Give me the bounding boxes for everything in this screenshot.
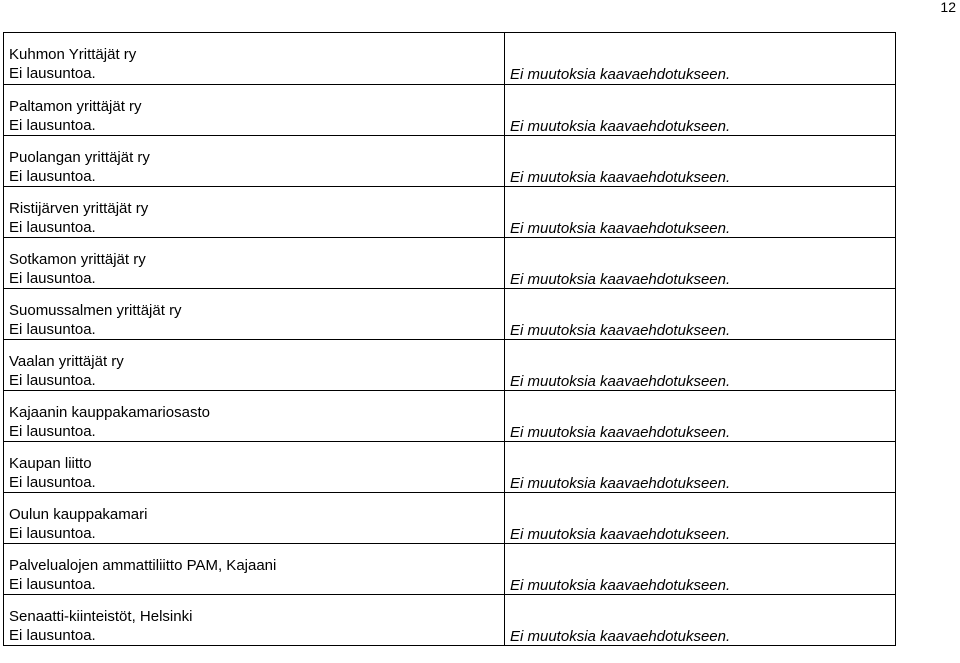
statement-cell bbox=[4, 238, 505, 289]
response-text: Ei muutoksia kaavaehdotukseen. bbox=[510, 322, 731, 339]
response-text: Ei muutoksia kaavaehdotukseen. bbox=[510, 577, 731, 594]
page-number: 12 bbox=[940, 0, 956, 15]
table-row bbox=[4, 238, 896, 289]
response-cell bbox=[505, 595, 896, 646]
response-text: Ei muutoksia kaavaehdotukseen. bbox=[510, 118, 731, 135]
table-row bbox=[4, 493, 896, 544]
statement-text: Ei lausuntoa. bbox=[9, 474, 96, 491]
response-text: Ei muutoksia kaavaehdotukseen. bbox=[510, 475, 731, 492]
response-text: Ei muutoksia kaavaehdotukseen. bbox=[510, 271, 731, 288]
statement-table bbox=[3, 32, 896, 646]
statement-cell bbox=[4, 187, 505, 238]
response-cell bbox=[505, 391, 896, 442]
response-text: Ei muutoksia kaavaehdotukseen. bbox=[510, 424, 731, 441]
statement-text: Ei lausuntoa. bbox=[9, 423, 96, 440]
statement-text: Ei lausuntoa. bbox=[9, 627, 96, 644]
response-text: Ei muutoksia kaavaehdotukseen. bbox=[510, 220, 731, 237]
organization-name: Kaupan liitto bbox=[9, 455, 92, 472]
organization-name: Palvelualojen ammattiliitto PAM, Kajaani bbox=[9, 557, 277, 574]
statement-cell bbox=[4, 493, 505, 544]
response-text: Ei muutoksia kaavaehdotukseen. bbox=[510, 66, 731, 83]
statement-text: Ei lausuntoa. bbox=[9, 270, 96, 287]
response-text: Ei muutoksia kaavaehdotukseen. bbox=[510, 373, 731, 390]
table-row bbox=[4, 136, 896, 187]
response-text: Ei muutoksia kaavaehdotukseen. bbox=[510, 169, 731, 186]
response-cell bbox=[505, 544, 896, 595]
table-row bbox=[4, 391, 896, 442]
response-cell bbox=[505, 136, 896, 187]
table-row bbox=[4, 544, 896, 595]
response-cell bbox=[505, 493, 896, 544]
table-row bbox=[4, 85, 896, 136]
organization-name: Kuhmon Yrittäjät ry bbox=[9, 46, 137, 63]
table-row bbox=[4, 289, 896, 340]
response-cell bbox=[505, 340, 896, 391]
statement-text: Ei lausuntoa. bbox=[9, 321, 96, 338]
organization-name: Ristijärven yrittäjät ry bbox=[9, 200, 149, 217]
response-cell bbox=[505, 85, 896, 136]
organization-name: Suomussalmen yrittäjät ry bbox=[9, 302, 182, 319]
statement-text: Ei lausuntoa. bbox=[9, 168, 96, 185]
statement-cell bbox=[4, 289, 505, 340]
response-text: Ei muutoksia kaavaehdotukseen. bbox=[510, 628, 731, 645]
response-cell bbox=[505, 442, 896, 493]
organization-name: Paltamon yrittäjät ry bbox=[9, 98, 142, 115]
table-row bbox=[4, 340, 896, 391]
table-row bbox=[4, 442, 896, 493]
statement-cell bbox=[4, 85, 505, 136]
statement-text: Ei lausuntoa. bbox=[9, 525, 96, 542]
statement-cell bbox=[4, 595, 505, 646]
response-cell bbox=[505, 289, 896, 340]
statement-cell bbox=[4, 442, 505, 493]
statement-text: Ei lausuntoa. bbox=[9, 372, 96, 389]
response-cell bbox=[505, 33, 896, 85]
response-cell bbox=[505, 238, 896, 289]
table-row bbox=[4, 33, 896, 85]
table-row bbox=[4, 187, 896, 238]
statement-cell bbox=[4, 136, 505, 187]
organization-name: Sotkamon yrittäjät ry bbox=[9, 251, 146, 268]
organization-name: Vaalan yrittäjät ry bbox=[9, 353, 124, 370]
statement-text: Ei lausuntoa. bbox=[9, 117, 96, 134]
response-text: Ei muutoksia kaavaehdotukseen. bbox=[510, 526, 731, 543]
statement-cell bbox=[4, 391, 505, 442]
statement-cell bbox=[4, 33, 505, 85]
organization-name: Oulun kauppakamari bbox=[9, 506, 148, 523]
statement-text: Ei lausuntoa. bbox=[9, 576, 96, 593]
organization-name: Kajaanin kauppakamariosasto bbox=[9, 404, 210, 421]
statement-text: Ei lausuntoa. bbox=[9, 219, 96, 236]
statement-cell bbox=[4, 544, 505, 595]
organization-name: Puolangan yrittäjät ry bbox=[9, 149, 150, 166]
statement-text: Ei lausuntoa. bbox=[9, 65, 96, 82]
organization-name: Senaatti-kiinteistöt, Helsinki bbox=[9, 608, 193, 625]
statement-cell bbox=[4, 340, 505, 391]
table-row bbox=[4, 595, 896, 646]
response-cell bbox=[505, 187, 896, 238]
